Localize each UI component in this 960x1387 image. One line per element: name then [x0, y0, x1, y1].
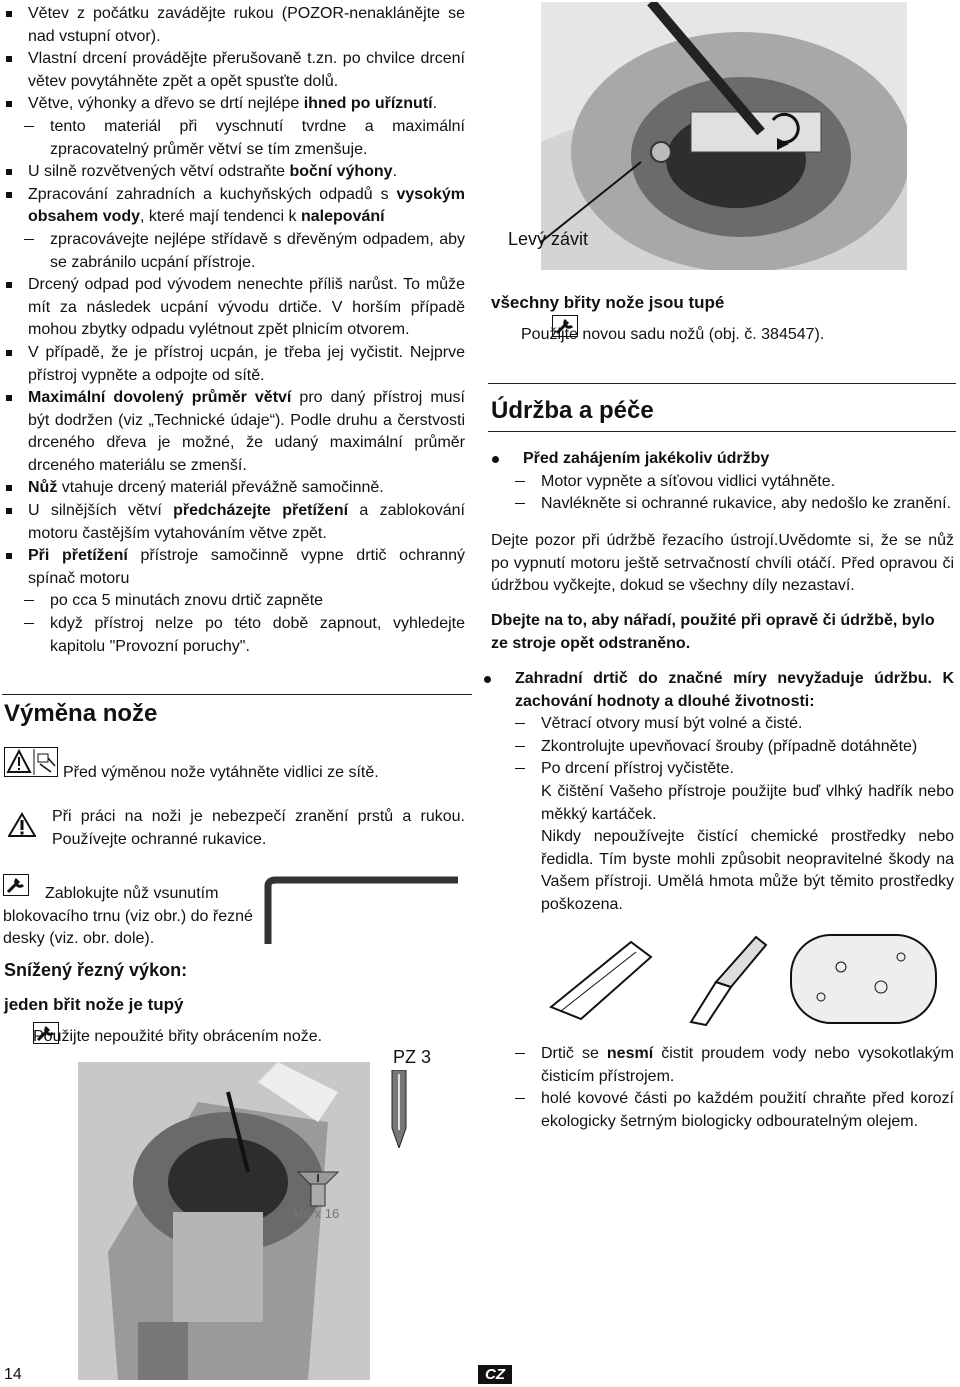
lock-knife-text: Zablokujte nůž vsunutím blokovacího trnu (viz obr.) do řezné desky (viz. obr. dole).	[3, 885, 253, 948]
list-item: K čištění Vašeho přístroje použijte buď vlhký hadřík nebo měkký kartáček.	[541, 782, 954, 823]
screwdriver-image	[386, 1070, 412, 1153]
section-rule	[2, 694, 472, 695]
list-item: když přístroj nelze po této době zapnout, vyhledejte kapitolu "Provozní poruchy".	[50, 613, 465, 658]
reverse-knife-text: Použijte nepoužité břity obrácením nože.	[33, 1028, 323, 1045]
list-item: holé kovové části po každém použití chraňte před korozí ekologicky šetrným biologicky odbouratelným olejem.	[541, 1088, 954, 1133]
cleaning-list	[541, 1043, 954, 1133]
list-item: Nůž vtahuje drcený materiál převážně samočinně.	[28, 477, 465, 500]
section-heading-maintenance: Údržba a péče	[491, 397, 654, 424]
brush-sponge-image	[541, 927, 947, 1032]
list-item: Navlékněte si ochranné rukavice, aby nedošlo ke zranění.	[541, 493, 953, 516]
section-rule	[488, 431, 956, 432]
remove-tools-paragraph: Dbejte na to, aby nářadí, použité při opravě či údržbě, bylo ze stroje opět odstraněno.	[491, 612, 935, 652]
list-item: Vlastní drcení provádějte přerušovaně t.zn. po chvilce drcení větev povytáhněte zpět a opět spusťte dolů.	[28, 48, 465, 93]
list-item: Větev z počátku zavádějte rukou (POZOR-nenaklánějte se nad vstupní otvor).	[28, 3, 465, 48]
knife-change-photo	[78, 1062, 370, 1380]
section-rule	[488, 383, 956, 384]
photo-label-left-thread: Levý závit	[508, 229, 589, 249]
list-item: po cca 5 minutách znovu drtič zapněte	[50, 590, 465, 613]
language-badge: CZ	[478, 1365, 512, 1384]
list-item: Po drcení přístroj vyčistěte.	[541, 758, 954, 781]
list-item: Drtič se nesmí čistit proudem vody nebo vysokotlakým čisticím přístrojem.	[541, 1043, 954, 1088]
new-knife-set-text: Použijte novou sadu nožů (obj. č. 384547).	[521, 326, 825, 343]
list-item: Maximální dovolený průměr větví pro daný přístroj musí být dodržen (viz „Technické údaje“). Podle druhu a čerstvosti drceného dřeva je možné, že udaný maximální průměr drceného materiálu se zmenší.	[28, 387, 465, 477]
list-item: U silnějších větví předcházejte přetížení a zablokování motoru častějším vytahováním větve zpět.	[28, 500, 465, 545]
list-item: Zahradní drtič do značné míry nevyžaduje údržbu. K zachování hodnoty a dlouhé životnosti:	[515, 668, 954, 713]
list-item: Zpracování zahradních a kuchyňských odpadů s vysokým obsahem vody, které mají tendenci k nalepování	[28, 184, 465, 229]
warning-gloves-text: Při práci na noži je nebezpečí zranění prstů a rukou. Používejte ochranné rukavice.	[52, 808, 465, 848]
list-item: Nikdy nepoužívejte čistící chemické prostředky nebo ředidla. Tím byste mohli způsobit neopravitelné škody na Vašem přístroji. Umělá hmota může být těmito prostředky poškozena.	[541, 828, 954, 913]
hex-key-image	[262, 876, 462, 951]
list-item: tento materiál při vyschnutí tvrdne a maximální zpracovatelný průměr větví se tím zmenšuje.	[50, 116, 465, 161]
list-item: Před zahájením jakékoliv údržby	[523, 448, 953, 471]
list-item: V případě, že je přístroj ucpán, je třeba jej vyčistit. Nejprve přístroj vypněte a odpojte od sítě.	[28, 342, 465, 387]
list-item: zpracovávejte nejlépe střídavě s dřevěným odpadem, aby se zabránilo ucpání přístroje.	[50, 229, 465, 274]
subheading-reduced-performance: Snížený řezný výkon:	[4, 960, 188, 980]
list-item: U silně rozvětvených větví odstraňte boční výhony.	[28, 161, 465, 184]
list-item: Větrací otvory musí být volné a čisté.	[541, 713, 954, 736]
section-heading-knife-change: Výměna nože	[4, 700, 158, 727]
screw-size-label: M6 x 16	[293, 1206, 340, 1221]
maintenance-list	[515, 668, 954, 917]
blunt-note: všechny břity nože jsou tupé	[491, 293, 725, 312]
before-maintenance-list	[523, 448, 953, 516]
warning-unplug-text: Před výměnou nože vytáhněte vidlici ze sítě.	[63, 764, 379, 781]
warning-triangle-icon	[8, 812, 36, 843]
left-thread-photo	[541, 2, 907, 270]
list-item: Při přetížení přístroje samočinně vypne drtič ochranný spínač motoru	[28, 545, 465, 590]
pz-label: PZ 3	[393, 1047, 432, 1067]
list-item: Drcený odpad pod vývodem nenechte příliš narůst. To může mít za následek ucpání vývodu drtiče. V horším případě mohou zbytky odpadu vylétnout zpět plnicím otvorem.	[28, 274, 465, 342]
page-number: 14	[4, 1366, 22, 1383]
warning-plug-icon	[4, 747, 58, 777]
list-item: Motor vypněte a síťovou vidlici vytáhněte.	[541, 471, 953, 494]
subheading-one-edge-blunt: jeden břit nože je tupý	[4, 995, 184, 1014]
list-item: Zkontrolujte upevňovací šrouby (případně dotáhněte)	[541, 736, 954, 759]
left-bullet-list	[28, 3, 465, 658]
list-item: Větve, výhonky a dřevo se drtí nejlépe ihned po uříznutí.	[28, 93, 465, 116]
knife-inertia-paragraph: Dejte pozor při údržbě řezacího ústrojí.Uvědomte si, že se nůž po vypnutí motoru ještě setrvačností chvíli otáčí. Před opravou či údržbou vyčkejte, dokud se všechny díly nezastaví.	[491, 532, 954, 595]
